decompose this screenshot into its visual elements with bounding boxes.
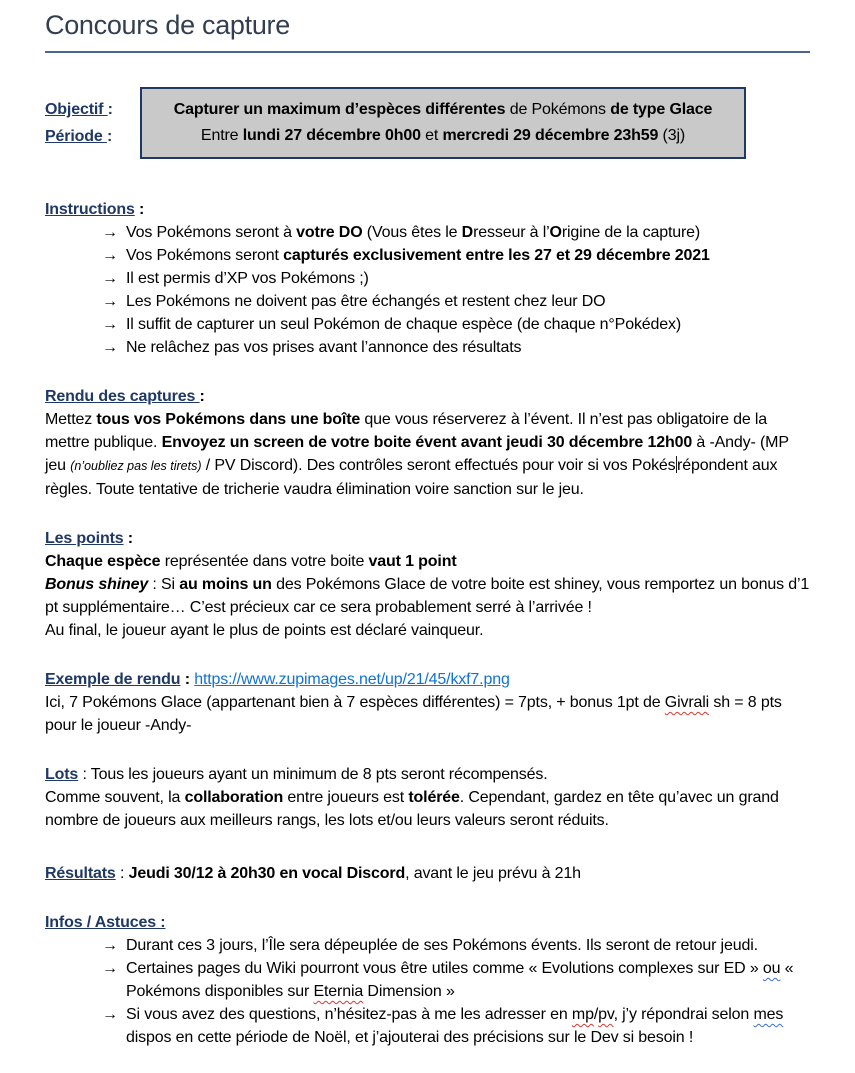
points-line — [45, 619, 810, 642]
list-item-text — [126, 244, 810, 267]
text-segment: capturés exclusivement entre les 27 et 29 décembre 2021 — [283, 247, 710, 264]
text-segment: Ici, 7 Pokémons Glace (appartenant bien à 7 espèces différentes) = 7pts, + bonus 1pt de — [45, 694, 665, 711]
list-item — [45, 336, 810, 359]
text-segment: Dimension » — [363, 983, 455, 1000]
text-segment: Certaines pages du Wiki pourront vous être utiles comme « Evolutions complexes sur ED » — [126, 960, 763, 977]
text-segment: Au final, le joueur ayant le plus de points est déclaré vainqueur. — [45, 622, 484, 639]
text-segment: Chaque espèce — [45, 553, 161, 570]
list-item-text — [126, 221, 810, 244]
list-item — [45, 290, 810, 313]
instructions-list — [45, 221, 810, 359]
page-title: Concours de capture — [45, 8, 810, 53]
arrow-icon: → — [102, 316, 118, 333]
section-rendu-des-captures — [45, 385, 810, 501]
resultats-line — [45, 862, 810, 885]
objective-box — [140, 87, 746, 159]
text-segment: mercredi 29 décembre 23h59 — [442, 127, 659, 144]
text-segment: resseur à l’ — [473, 224, 550, 241]
infos-list — [45, 934, 810, 1049]
exemple-heading — [45, 668, 810, 691]
text-segment: : — [106, 128, 113, 145]
arrow-icon: → — [102, 247, 118, 264]
text-segment: dispos en cette période de Noël, et j’ajouterai des précisions sur le Dev si besoin ! — [126, 1029, 694, 1046]
period-label — [45, 124, 140, 149]
text-segment: tolérée — [408, 789, 460, 806]
objective-block — [45, 87, 810, 159]
text-segment: / PV Discord). Des contrôles seront effectués pour voir si vos Pokés — [201, 457, 676, 474]
text-segment: / — [593, 1006, 599, 1023]
objective-label — [45, 97, 140, 122]
text-segment: Si vous avez des questions, n’hésitez-pas à me les adresser en — [126, 1006, 572, 1023]
text-segment: entre joueurs est — [283, 789, 409, 806]
points-line — [45, 573, 810, 619]
text-segment: Objectif — [45, 101, 108, 118]
text-segment: Ne relâchez pas vos prises avant l’annonce des résultats — [126, 339, 522, 356]
list-item — [45, 221, 810, 244]
list-item-text — [126, 313, 810, 336]
text-segment: votre DO — [296, 224, 363, 241]
infos-heading — [45, 911, 810, 934]
text-segment: Mettez — [45, 411, 97, 428]
list-item — [45, 934, 810, 957]
text-segment: Vos Pokémons seront — [126, 247, 284, 264]
text-segment: Durant ces 3 jours, l’Île sera dépeuplée de ses Pokémons évents. Ils seront de retour jeudi. — [126, 937, 758, 954]
text-segment: Bonus shiney — [45, 576, 149, 593]
text-segment: Exemple de rendu — [45, 671, 181, 688]
text-segment: Vos Pokémons seront à — [126, 224, 297, 241]
text-segment: Période — [45, 128, 107, 145]
list-item — [45, 267, 810, 290]
arrow-icon: → — [102, 293, 118, 310]
points-line — [45, 550, 810, 573]
text-segment: O — [549, 224, 562, 241]
text-segment: , j’y répondrai selon — [613, 1006, 754, 1023]
text-segment: D — [461, 224, 474, 241]
text-segment: Entre — [200, 127, 243, 144]
arrow-icon: → — [102, 224, 118, 241]
text-segment: Les Pokémons ne doivent pas être échangés et restent chez leur DO — [126, 293, 606, 310]
text-segment: (n’oubliez pas les tirets) — [70, 459, 202, 473]
rendu-paragraph — [45, 408, 810, 501]
section-exemple-de-rendu — [45, 668, 810, 737]
arrow-icon: → — [102, 960, 118, 977]
points-heading — [45, 527, 810, 550]
section-lots — [45, 763, 810, 832]
text-segment: (3j) — [658, 127, 686, 144]
list-item — [45, 313, 810, 336]
rendu-heading — [45, 385, 810, 408]
arrow-icon: → — [102, 1006, 118, 1023]
exemple-paragraph — [45, 691, 810, 737]
text-segment: : — [180, 671, 195, 688]
text-segment: sh = 8 pts pour le joueur -Andy- — [45, 694, 782, 734]
text-segment: à -Andy- (MP jeu — [45, 434, 789, 474]
text-segment: : Si — [148, 576, 180, 593]
list-item-text — [126, 336, 810, 359]
text-segment: Lots — [45, 766, 79, 783]
section-les-points — [45, 527, 810, 642]
text-segment: Eternia — [313, 983, 364, 1000]
lots-line — [45, 786, 810, 832]
section-infos-astuces — [45, 911, 810, 1049]
arrow-icon: → — [102, 339, 118, 356]
text-segment: : — [107, 101, 113, 118]
text-segment: des Pokémons Glace de votre boite est shiney, vous remportez un bonus d’1 pt supplémentaire… C’est précieux car ce sera probablement serré à l’arrivée ! — [45, 576, 810, 616]
arrow-icon: → — [102, 270, 118, 287]
text-segment: Rendu des captures — [45, 388, 200, 405]
text-segment: Il est permis d’XP vos Pokémons ;) — [126, 270, 369, 287]
text-segment: pv — [598, 1006, 614, 1023]
text-segment: « Pokémons disponibles sur — [126, 960, 794, 1000]
text-segment: Givrali — [664, 694, 710, 711]
text-segment: répondent aux règles. Toute tentative de tricherie vaudra élimination voire sanction sur le jeu. — [45, 457, 778, 498]
text-segment: représentée dans votre boite — [160, 553, 369, 570]
hyperlink[interactable]: https://www.zupimages.net/up/21/45/kxf7.png — [194, 671, 510, 688]
text-segment: mp — [571, 1006, 594, 1023]
list-item-text — [126, 934, 810, 957]
text-segment: rigine de la capture) — [561, 224, 701, 241]
text-segment: : — [199, 388, 205, 405]
objective-labels — [45, 97, 140, 149]
list-item-text — [126, 1003, 810, 1049]
text-segment: collaboration — [184, 789, 284, 806]
text-segment: : — [115, 865, 129, 882]
text-segment: Instructions — [45, 201, 135, 218]
text-segment: Résultats — [45, 865, 116, 882]
text-segment: Il suffit de capturer un seul Pokémon de chaque espèce (de chaque n°Pokédex) — [126, 316, 682, 333]
text-segment: : Tous les joueurs ayant un minimum de 8 pts seront récompensés. — [78, 766, 548, 783]
text-segment: ou — [762, 960, 781, 977]
text-segment: (Vous êtes le — [362, 224, 462, 241]
section-instructions — [45, 198, 810, 359]
text-segment: mes — [753, 1006, 784, 1023]
text-segment: Infos / Astuces : — [45, 914, 166, 931]
text-segment: et — [420, 127, 443, 144]
lots-line — [45, 763, 810, 786]
text-segment: : — [134, 201, 145, 218]
objective-box-line-1 — [152, 97, 734, 123]
list-item — [45, 1003, 810, 1049]
text-segment: Jeudi 30/12 à 20h30 en vocal Discord — [128, 865, 406, 882]
text-segment: au moins un — [179, 576, 272, 593]
text-segment: Comme souvent, la — [45, 789, 185, 806]
instructions-heading — [45, 198, 810, 221]
text-segment: : — [123, 530, 133, 547]
text-segment: tous vos Pokémons dans une boîte — [96, 411, 361, 428]
list-item-text — [126, 290, 810, 313]
arrow-icon: → — [102, 937, 118, 954]
text-segment: de type Glace — [610, 101, 713, 118]
objective-box-line-2 — [152, 123, 734, 149]
text-segment: vaut 1 point — [368, 553, 457, 570]
text-segment: lundi 27 décembre 0h00 — [242, 127, 421, 144]
text-segment: , avant le jeu prévu à 21h — [405, 865, 581, 882]
list-item — [45, 957, 810, 1003]
text-segment: Envoyez un screen de votre boite évent avant jeudi 30 décembre 12h00 — [161, 434, 693, 451]
text-segment: que vous réserverez à l’évent. Il n’est pas obligatoire de la mettre publique. — [45, 411, 768, 451]
text-segment: Capturer un maximum d’espèces différentes — [173, 101, 506, 118]
text-segment: de Pokémons — [505, 101, 611, 118]
text-segment: . Cependant, gardez en tête qu’avec un grand nombre de joueurs aux meilleurs rangs, les lots et/ou leurs valeurs seront réduits. — [45, 789, 779, 829]
list-item-text — [126, 267, 810, 290]
text-segment: Les points — [45, 530, 124, 547]
list-item-text — [126, 957, 810, 1003]
list-item — [45, 244, 810, 267]
section-resultats — [45, 862, 810, 885]
